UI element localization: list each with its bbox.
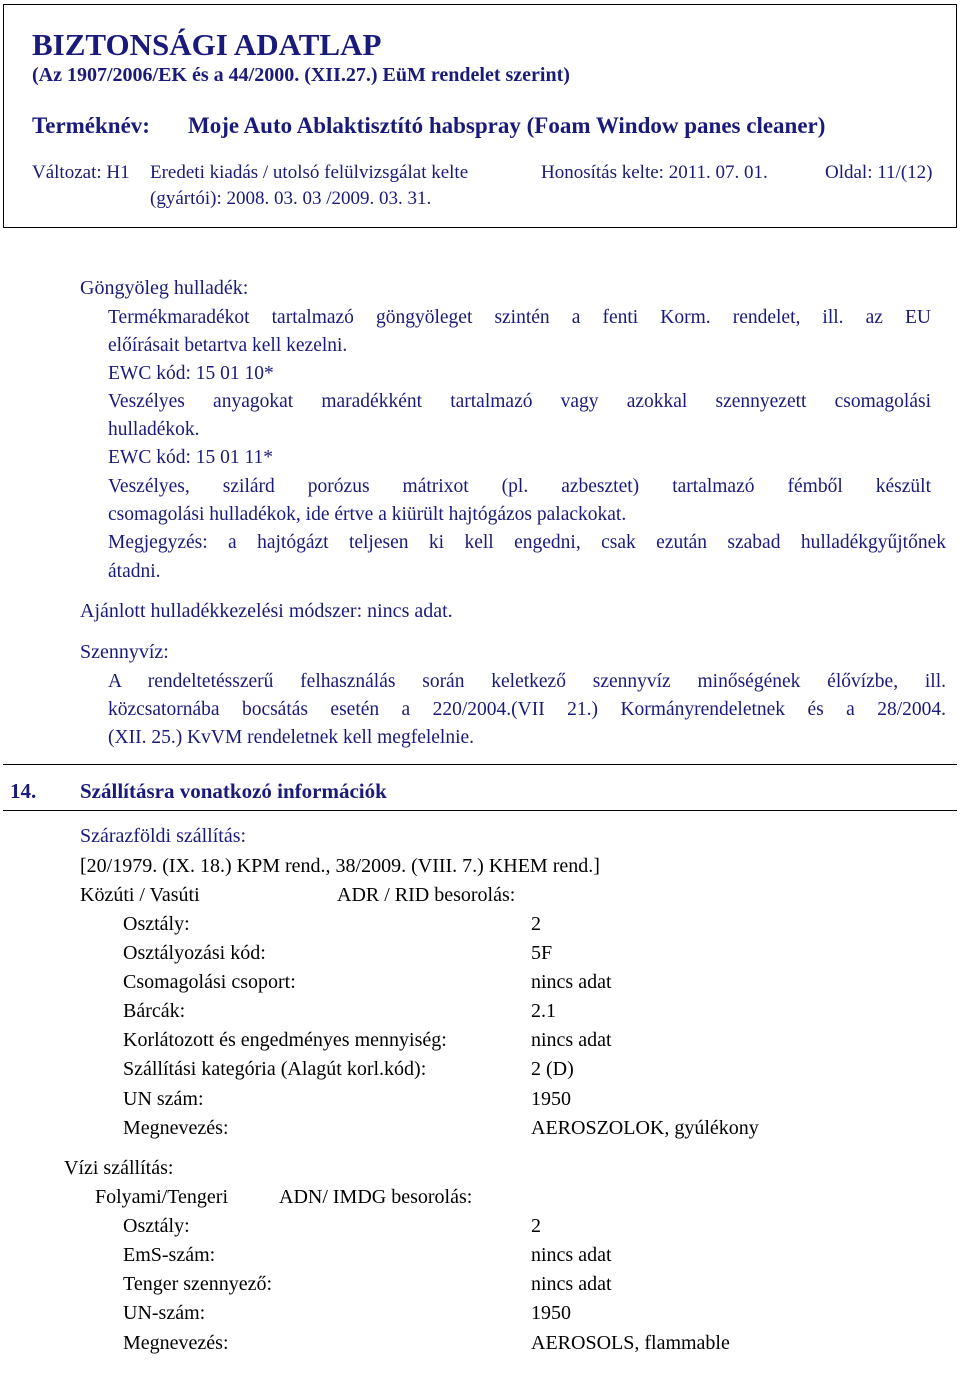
water-row-key: UN-szám:	[123, 1302, 206, 1324]
product-name: Moje Auto Ablaktisztító habspray (Foam Window panes cleaner)	[188, 113, 826, 138]
wastewater-line: közcsatornába bocsátás esetén a 220/2004.(VII 21.) Kormányrendeletnek és a 28/2004.	[108, 699, 946, 720]
section-title: Szállításra vonatkozó információk	[80, 779, 387, 803]
land-transport-regulation: [20/1979. (IX. 18.) KPM rend., 38/2009. (VIII. 7.) KHEM rend.]	[80, 855, 600, 877]
land-row-key: Csomagolási csoport:	[123, 971, 296, 993]
land-row-value: 1950	[531, 1088, 571, 1110]
section-divider	[3, 764, 957, 765]
water-transport-label: Vízi szállítás:	[64, 1157, 174, 1179]
road-rail-label: Közúti / Vasúti	[80, 884, 200, 906]
water-row-value: 1950	[531, 1302, 571, 1324]
water-row-value: nincs adat	[531, 1273, 612, 1295]
water-row-value: AEROSOLS, flammable	[531, 1332, 730, 1354]
land-transport-label: Szárazföldi szállítás:	[80, 825, 247, 847]
original-issue-dates: (gyártói): 2008. 03. 03 /2009. 03. 31.	[150, 188, 432, 209]
land-row-key: Bárcák:	[123, 1000, 186, 1022]
water-row-value: 2	[531, 1215, 541, 1237]
wastewater-line: (XII. 25.) KvVM rendeletnek kell megfelelnie.	[108, 727, 475, 748]
adn-imdg-label: ADN/ IMDG besorolás:	[279, 1186, 473, 1208]
packaging-waste-line: előírásait betartva kell kezelni.	[108, 335, 348, 356]
version: Változat: H1	[32, 162, 130, 183]
water-row-key: EmS-szám:	[123, 1244, 216, 1266]
land-row-key: Osztály:	[123, 913, 190, 935]
land-row-value: nincs adat	[531, 1029, 612, 1051]
recommended-disposal-method: Ajánlott hulladékkezelési módszer: nincs adat.	[80, 600, 453, 622]
land-row-value: nincs adat	[531, 971, 612, 993]
packaging-waste-line: Termékmaradékot tartalmazó göngyöleget szintén a fenti Korm. rendelet, ill. az EU	[108, 307, 931, 328]
land-row-key: Korlátozott és engedményes mennyiség:	[123, 1029, 447, 1051]
section-number: 14.	[10, 779, 37, 803]
land-row-key: Osztályozási kód:	[123, 942, 266, 964]
adr-rid-label: ADR / RID besorolás:	[337, 884, 516, 906]
packaging-waste-line: csomagolási hulladékok, ide értve a kiürült hajtógázos palackokat.	[108, 504, 627, 525]
product-name-label: Terméknév:	[32, 113, 150, 138]
wastewater-line: A rendeltetésszerű felhasználás során keletkező szennyvíz minőségének élővízbe, ill.	[108, 671, 946, 692]
river-sea-label: Folyami/Tengeri	[95, 1186, 229, 1208]
water-row-key: Megnevezés:	[123, 1332, 229, 1354]
document-subtitle: (Az 1907/2006/EK és a 44/2000. (XII.27.) EüM rendelet szerint)	[32, 64, 570, 86]
water-row-key: Tenger szennyező:	[123, 1273, 273, 1295]
land-row-key: UN szám:	[123, 1088, 204, 1110]
packaging-waste-line: Veszélyes, szilárd porózus mátrixot (pl. azbesztet) tartalmazó fémből készült	[108, 476, 931, 497]
land-row-value: 2.1	[531, 1000, 556, 1022]
remark-line: átadni.	[108, 561, 161, 582]
water-row-key: Osztály:	[123, 1215, 190, 1237]
document-title: BIZTONSÁGI ADATLAP	[32, 27, 382, 62]
land-row-key: Megnevezés:	[123, 1117, 229, 1139]
land-row-value: 2 (D)	[531, 1058, 574, 1080]
wastewater-label: Szennyvíz:	[80, 641, 169, 663]
ewc-code: EWC kód: 15 01 10*	[108, 363, 274, 384]
localization-date: Honosítás kelte: 2011. 07. 01.	[541, 162, 768, 183]
original-issue: Eredeti kiadás / utolsó felülvizsgálat kelte	[150, 162, 469, 183]
land-row-value: 2	[531, 913, 541, 935]
packaging-waste-label: Göngyöleg hulladék:	[80, 277, 249, 299]
ewc-code: EWC kód: 15 01 11*	[108, 447, 274, 468]
page-number: Oldal: 11/(12)	[825, 162, 933, 183]
land-row-value: 5F	[531, 942, 553, 964]
water-row-value: nincs adat	[531, 1244, 612, 1266]
packaging-waste-line: Veszélyes anyagokat maradékként tartalmazó vagy azokkal szennyezett csomagolási	[108, 391, 931, 412]
remark-line: Megjegyzés: a hajtógázt teljesen ki kell engedni, csak ezután szabad hulladékgyűjtőnek	[108, 532, 946, 553]
land-row-value: AEROSZOLOK, gyúlékony	[531, 1117, 759, 1139]
land-row-key: Szállítási kategória (Alagút korl.kód):	[123, 1058, 427, 1080]
section-divider	[3, 810, 957, 811]
packaging-waste-line: hulladékok.	[108, 419, 200, 440]
